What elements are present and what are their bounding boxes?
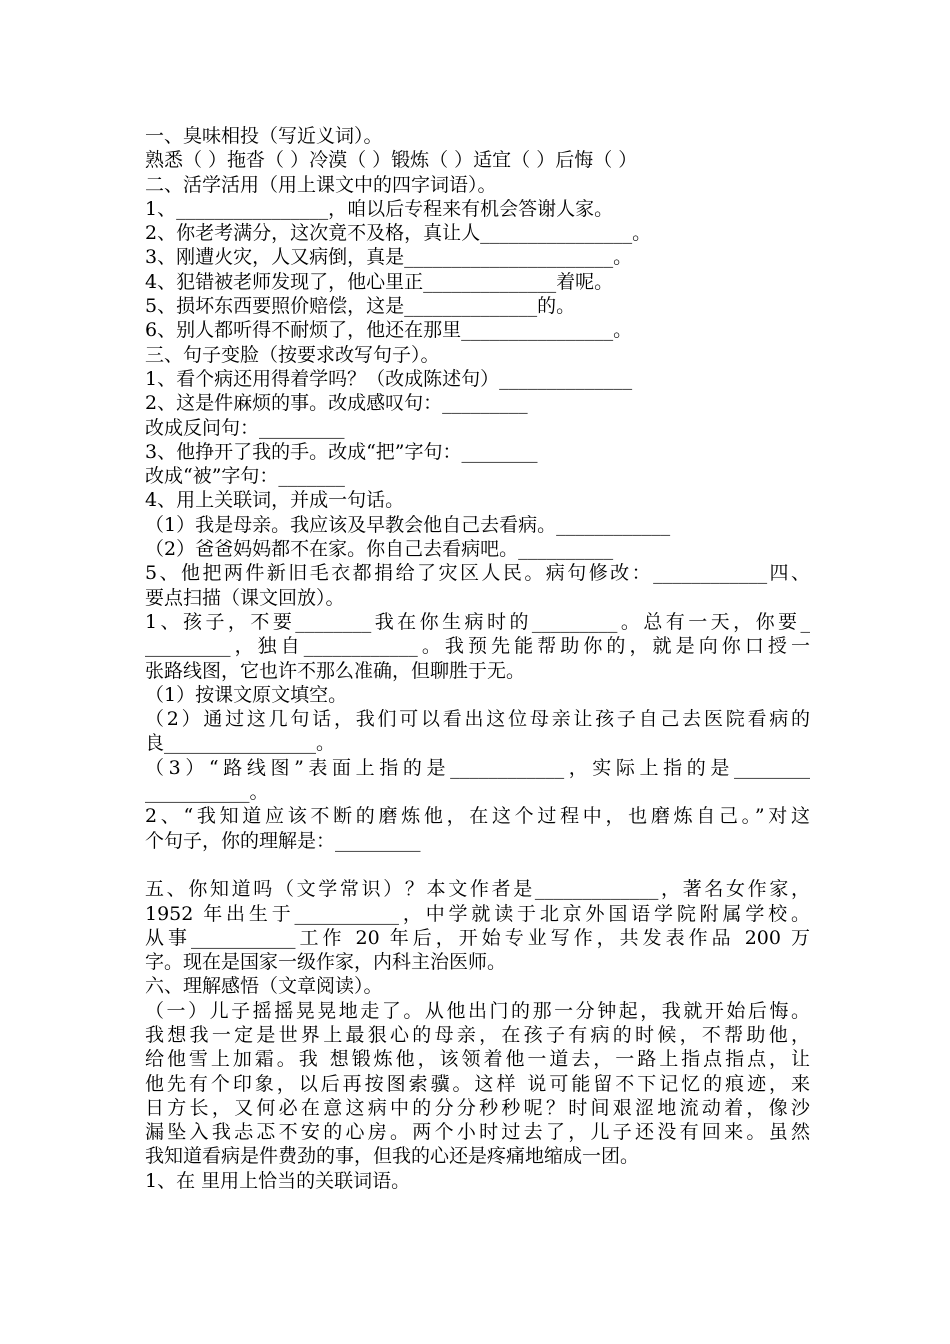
review-passage-line-1: 1、孩子，不要________我在你生病时的_________。总有一天，你要_ — [145, 610, 810, 633]
sentence-question-4-1: （1）我是母亲。我应该及早教会他自己去看病。____________ — [145, 513, 671, 536]
review-question-1: （1）按课文原文填空。 — [145, 683, 348, 706]
section-3-heading: 三、句子变脸（按要求改写句子）。 — [145, 343, 440, 366]
sentence-question-3: 3、他挣开了我的手。改成“把”字句：________ — [145, 440, 538, 463]
sentence-question-5: 5、他把两件新旧毛衣都捐给了灾区人民。病句修改：____________四、 — [145, 562, 810, 585]
reading-line-1: （一）儿子摇摇晃晃地走了。从他出门的那一分钟起，我就开始后悔。 — [145, 999, 810, 1022]
reading-line-4: 他先有个印象，以后再按图索骥。这样 说可能留不下记忆的痕迹，来 — [145, 1072, 810, 1095]
section-5-line-1: 五、你知道吗（文学常识）？本文作者是_____________，著名女作家， — [145, 878, 810, 901]
review-question-2: （2）通过这几句话，我们可以看出这位母亲让孩子自己去医院看病的 — [145, 708, 810, 731]
review-question-3b: ___________。 — [145, 781, 269, 804]
sentence-question-4-2: （2）爸爸妈妈都不在家。你自己去看病吧。__________ — [145, 538, 614, 561]
sentence-question-2b: 改成反问句：_________ — [145, 416, 345, 439]
reading-line-2: 我想我一定是世界上最狠心的母亲，在孩子有病的时候，不帮助他， — [145, 1023, 810, 1046]
reading-line-3: 给他雪上加霜。我 想锻炼他，该领着他一道去，一路上指点指点，让 — [145, 1048, 810, 1071]
blank-line — [145, 853, 810, 877]
review-question-2b: 良________________。 — [145, 732, 336, 755]
reading-line-5: 日方长，又何必在意这病中的分分秒秒呢？时间艰涩地流动着，像沙 — [145, 1096, 810, 1119]
review-question-3: （3）“路线图”表面上指的是____________，实际上指的是________ — [145, 756, 810, 779]
sentence-question-4: 4、用上关联词，并成一句话。 — [145, 489, 405, 512]
review-item-2: 2、“我知道应该不断的磨炼他，在这个过程中，也磨炼自己。”对这 — [145, 805, 810, 828]
section-4-heading: 要点扫描（课文回放）。 — [145, 586, 345, 609]
section-5-line-3: 从事___________工作 20 年后，开始专业写作，共发表作品 200 万 — [145, 926, 810, 949]
idiom-question-3: 3、刚遭火灾，人又病倒，真是______________________。 — [145, 246, 633, 269]
sentence-question-2: 2、这是件麻烦的事。改成感叹句：_________ — [145, 392, 528, 415]
review-passage-line-2: _________，独自____________。我预先能帮助你的，就是向你口授一 — [145, 635, 810, 658]
synonym-items: 熟悉（ ）拖沓（ ）冷漠（ ）锻炼（ ）适宜（ ）后悔（ ） — [145, 149, 638, 172]
idiom-question-1: 1、________________，咱以后专程来有机会答谢人家。 — [145, 197, 614, 220]
review-item-2b: 个句子，你的理解是：_________ — [145, 829, 421, 852]
reading-line-7: 我知道看病是件费劲的事，但我的心还是疼痛地缩成一团。 — [145, 1145, 640, 1168]
section-6-heading: 六、理解感悟（文章阅读）。 — [145, 975, 383, 998]
section-1-heading: 一、臭味相投（写近义词）。 — [145, 125, 383, 147]
sentence-question-1: 1、看个病还用得着学吗？（改成陈述句）______________ — [145, 367, 633, 390]
reading-question-1: 1、在 里用上恰当的关联词语。 — [145, 1169, 411, 1192]
reading-line-6: 漏坠入我忐忑不安的心房。两个小时过去了，儿子还没有回来。虽然 — [145, 1121, 810, 1144]
idiom-question-4: 4、犯错被老师发现了，他心里正______________着呢。 — [145, 270, 614, 293]
idiom-question-5: 5、损坏东西要照价赔偿，这是______________的。 — [145, 295, 576, 318]
review-passage-line-3: 张路线图，它也许不那么准确，但聊胜于无。 — [145, 659, 526, 682]
section-2-heading: 二、活学活用（用上课文中的四字词语）。 — [145, 173, 497, 196]
idiom-question-2: 2、你老考满分，这次竟不及格，真让人________________。 — [145, 222, 652, 245]
sentence-question-3b: 改成“被”字句：_______ — [145, 465, 345, 488]
idiom-question-6: 6、别人都听得不耐烦了，他还在那里________________。 — [145, 319, 633, 342]
section-5-line-2: 1952 年出生于___________，中学就读于北京外国语学院附属学校。 — [145, 902, 810, 925]
section-5-line-4: 字。现在是国家一级作家，内科主治医师。 — [145, 951, 507, 974]
worksheet-page — [145, 124, 810, 1193]
